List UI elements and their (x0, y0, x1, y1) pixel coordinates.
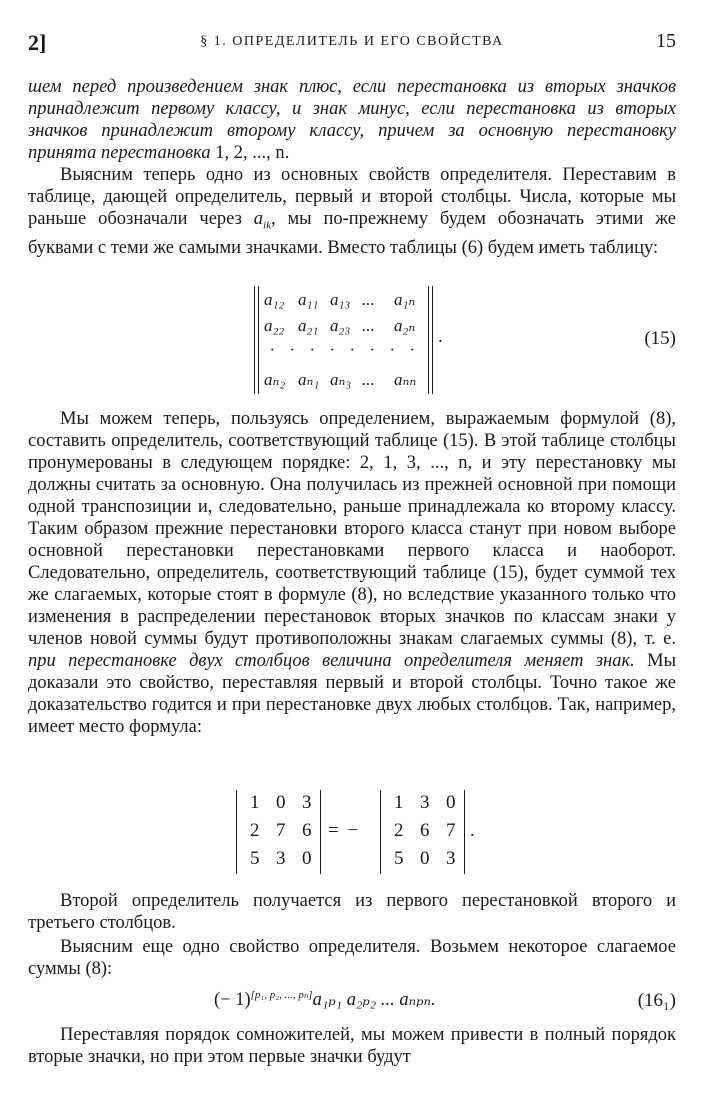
cell: ... (362, 316, 375, 335)
cell: 3 (276, 848, 286, 869)
page-number: 15 (656, 30, 676, 52)
cell: 1 (394, 792, 404, 813)
cell: 7 (446, 820, 456, 841)
cell: aₙ₁ (298, 370, 320, 389)
cell: a₁₃ (330, 290, 351, 309)
paragraph-3-text-b: Мы доказали это свойство, переставляя первый и второй столбцы. Точно такое же доказательство годится и при перестановке двух любых столбцов. Так, например, имеет место формула: (28, 651, 677, 737)
paragraph-5 (28, 936, 676, 980)
dot: · (290, 340, 295, 359)
paragraph-3-text-a: Мы можем теперь, пользуясь определением, выражаемым формулой (8), составить определитель, соответствующий таблице (15). В этой таблице столбцы пронумерованы в следующем порядке: 2, 1, 3, ..., n, и эту перестановку мы должны считать за основную. Она получилась из прежней основной при помощи одной транспозиции и, следовательно, раньше принадлежала ко второму классу. Таким образом прежние перестановки второго класса станут при новом выборе основной перестановки перестановками первого класса и наоборот. Следовательно, определитель, соответствующий таблице (15), будет суммой тех же слагаемых, которые стоят в формуле (8), но вследствие указанного только что изменения в распределении перестановок вторых значков по классам знаки у членов новой суммы будут противоположны знакам слагаемых суммы (8), т. е. (28, 409, 676, 649)
cell: 0 (302, 848, 312, 869)
dot: · (270, 340, 275, 359)
cell: a₂ₙ (394, 316, 416, 335)
cell: ... (362, 370, 375, 389)
paragraph-4 (28, 890, 676, 934)
cell: 1 (250, 792, 260, 813)
cell: aₙ₃ (330, 370, 352, 389)
paragraph-2-text-a: Выясним теперь одно из основных свойств определителя. Переставим в таблице, дающей определитель, первый и второй столбцы. Числа, которые мы раньше обозначали через (28, 165, 676, 229)
dot: · (370, 340, 375, 359)
dot: · (330, 340, 335, 359)
cell: 0 (446, 792, 456, 813)
cell: ... (362, 290, 375, 309)
cell: a₂₃ (330, 316, 351, 335)
equation-number-15: (15) (644, 328, 676, 349)
dot: · (310, 340, 315, 359)
cell: 6 (302, 820, 312, 841)
cell: aₙ₂ (264, 370, 286, 389)
equals-minus: = − (328, 820, 361, 841)
paragraph-2-text-b: , мы по-прежнему будем обозначать этими же буквами с теми же самыми значками. Вместо таблицы (6) будем иметь таблицу: (28, 209, 677, 258)
symbol-a: a (253, 209, 264, 229)
paragraph-1-tail: 1, 2, ..., n. (215, 143, 290, 163)
example-trailing-period: . (470, 820, 475, 841)
paragraph-1 (28, 76, 676, 164)
cell: a₁ₙ (394, 290, 416, 309)
paragraph-3 (28, 408, 676, 738)
cell: 5 (394, 848, 404, 869)
right-det-bar-right (464, 790, 465, 874)
formula-superscript: [p₁, p₂, ..., pₙ] (250, 989, 313, 1001)
paragraph-5-text: Выясним еще одно свойство определителя. Возьмем некоторое слагаемое суммы (8): (28, 937, 676, 979)
running-title: § 1. ОПРЕДЕЛИТЕЛЬ И ЕГО СВОЙСТВА (200, 34, 504, 49)
cell: 3 (420, 792, 430, 813)
page-header (28, 30, 676, 60)
paragraph-2 (28, 164, 676, 259)
formula-body: a₁ₚ₁ a₂ₚ₂ ... aₙₚₙ. (312, 990, 436, 1011)
matrix-left-bar-2 (258, 286, 259, 394)
example-equality (236, 790, 496, 876)
dot: · (410, 340, 415, 359)
cell: 5 (250, 848, 260, 869)
paragraph-4-text: Второй определитель получается из первого перестановкой второго и третьего столбцов. (28, 891, 676, 933)
cell: a₁₁ (298, 290, 319, 309)
formula-16-1 (214, 988, 436, 1011)
cell: 3 (446, 848, 456, 869)
left-det-bar-right (320, 790, 321, 874)
matrix-left-bar-1 (254, 286, 255, 394)
matrix-right-bar-2 (432, 286, 433, 394)
dot: · (390, 340, 395, 359)
paragraph-6 (28, 1024, 676, 1068)
cell: 2 (394, 820, 404, 841)
paragraph-3-italic: при перестановке двух столбцов величина определителя меняет знак. (28, 651, 635, 671)
cell: 7 (276, 820, 286, 841)
equation-number-16-1: (16₁) (637, 990, 676, 1011)
cell: aₙₙ (394, 370, 417, 389)
matrix-right-bar-1 (428, 286, 429, 394)
cell: a₂₁ (298, 316, 319, 335)
cell: 6 (420, 820, 430, 841)
paragraph-1-italic: шем перед произведением знак плюс, если перестановка из вторых значков принадлежит первому классу, и знак минус, если перестановка из вторых значков принадлежит второму классу, причем за основную перестановку принята перестановка (28, 77, 676, 163)
cell: 0 (420, 848, 430, 869)
paragraph-6-text: Переставляя порядок сомножителей, мы можем привести в полный порядок вторые значки, но при этом первые значки будут (28, 1025, 676, 1067)
matrix-trailing-period: . (438, 326, 443, 347)
symbol-sub: ik (263, 219, 271, 232)
cell: 2 (250, 820, 260, 841)
formula-prefix: (− 1) (214, 990, 251, 1011)
section-tag: 2] (28, 30, 47, 55)
matrix-15 (254, 286, 464, 396)
cell: 0 (276, 792, 286, 813)
cell: 3 (302, 792, 312, 813)
left-det-bar-left (236, 790, 237, 874)
dot: · (350, 340, 355, 359)
right-det-bar-left (380, 790, 381, 874)
cell: a₂₂ (264, 316, 285, 335)
cell: a₁₂ (264, 290, 285, 309)
